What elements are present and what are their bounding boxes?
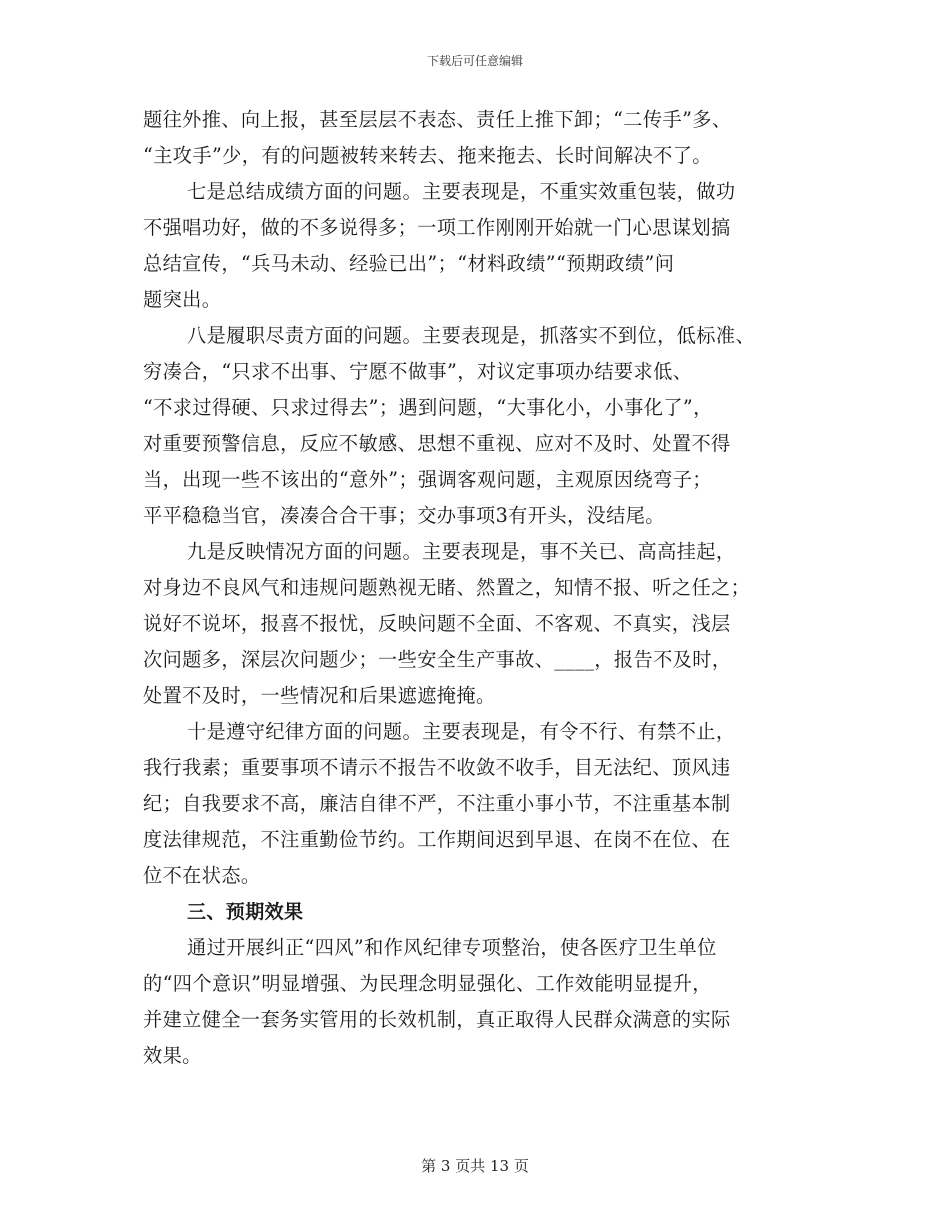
text-line: 说好不说坏，报喜不报忧，反映问题不全面、不客观、不真实，浅层 [143,612,731,635]
closing-paragraph [143,930,813,1074]
text-line: 通过开展纠正“四风”和作风纪律专项整治，使各医疗卫生单位 [187,936,717,959]
text-line: 对重要预警信息，反应不敏感、思想不重视、应对不及时、处置不得 [143,432,731,455]
text-line: 并建立健全一套务实管用的长效机制，真正取得人民群众满意的实际 [143,1008,731,1031]
body-paragraphs [143,102,813,894]
text-line: “不求过得硬、只求过得去”；遇到问题，“大事化小，小事化了”， [143,396,713,419]
text-line: 不强唱功好，做的不多说得多；一项工作刚刚开始就一门心思谋划搞 [143,216,731,239]
text-line: 度法律规范，不注重勤俭节约。工作期间迟到早退、在岗不在位、在 [143,828,731,851]
text-line: 九是反映情况方面的问题。主要表现是，事不关已、高高挂起， [187,540,736,563]
text-line: 次问题多，深层次问题少；一些安全生产事故、____，报告不及时， [143,648,732,671]
text-line: 题往外推、向上报，甚至层层不表态、责任上推下卸；“二传手”多、 [143,108,732,131]
text-line: 纪；自我要求不高，廉洁自律不严，不注重小事小节，不注重基本制 [143,792,731,815]
text-line: “主攻手”少，有的问题被转来转去、拖来拖去、长时间解决不了。 [143,144,712,167]
document-body [143,102,813,1074]
page-header-note: 下载后可任意编辑 [426,54,523,68]
text-line: 平平稳稳当官，凑凑合合干事；交办事项3有开头，没结尾。 [143,504,665,527]
text-line: 十是遵守纪律方面的问题。主要表现是，有令不行、有禁不止， [187,720,736,743]
page-number: 第 3 页共 13 页 [421,1157,529,1175]
text-line: 效果。 [143,1044,202,1067]
text-line: 总结宣传，“兵马未动、经验已出”；“材料政绩”“预期政绩”问 [143,252,675,275]
text-line: 当，出现一些不该出的“意外”；强调客观问题，主观原因绕弯子； [143,468,712,491]
section-heading: 三、预期效果 [187,901,304,923]
text-line: 七是总结成绩方面的问题。主要表现是，不重实效重包装，做功 [187,180,736,203]
text-line: 对身边不良风气和违规问题熟视无睹、然置之，知情不报、听之任之； [143,576,751,599]
text-line: 题突出。 [143,288,222,311]
text-line: 我行我素；重要事项不请示不报告不收敛不收手，目无法纪、顶风违 [143,756,731,779]
text-line: 处置不及时，一些情况和后果遮遮掩掩。 [143,684,496,707]
text-line: 穷凑合，“只求不出事、宁愿不做事”，对议定事项办结要求低、 [143,360,693,383]
text-line: 的“四个意识”明显增强、为民理念明显强化、工作效能明显提升， [143,972,712,995]
text-line: 位不在状态。 [143,864,261,887]
text-line: 八是履职尽责方面的问题。主要表现是，抓落实不到位，低标准、 [187,324,756,347]
